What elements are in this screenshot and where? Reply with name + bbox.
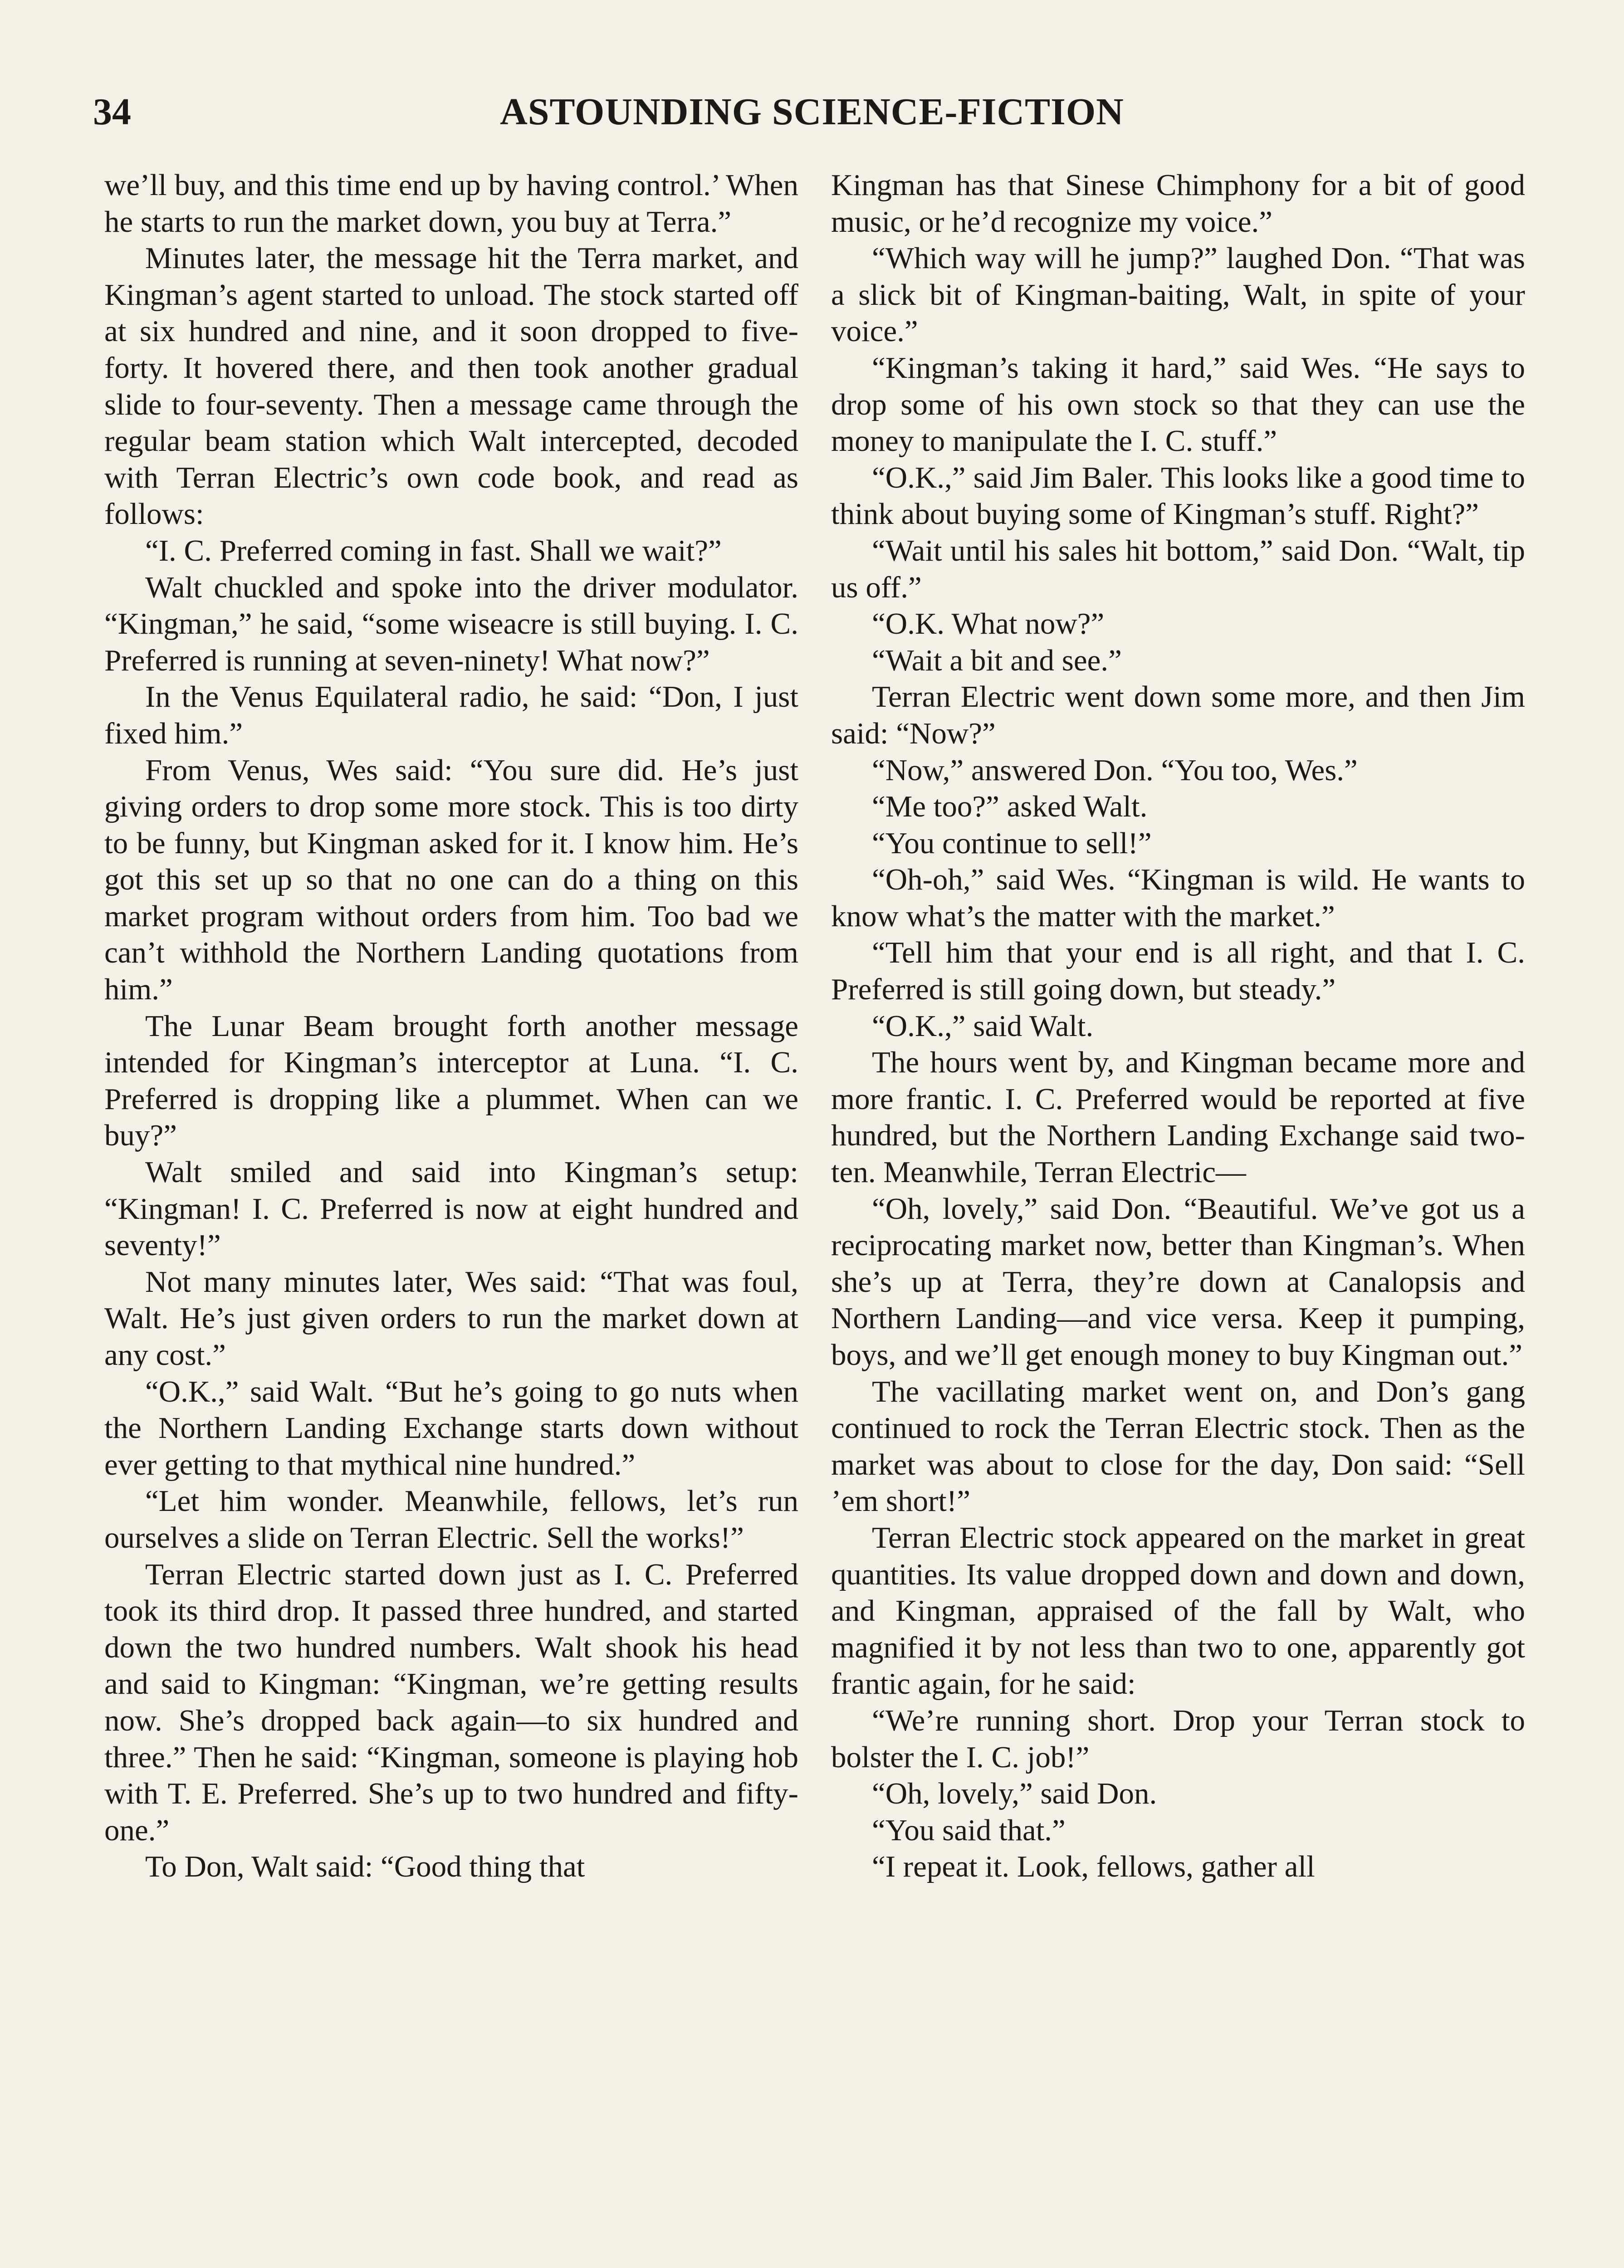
paragraph: “Oh, lovely,” said Don.: [872, 1777, 1157, 1811]
paragraph: Not many minutes later, Wes said: “That was foul, Walt. He’s just given orders to run the market down at any cost.”: [104, 1265, 798, 1372]
paragraph: “Tell him that your end is all right, and that I. C. Preferred is still going down, but steady.”: [831, 936, 1525, 1007]
paragraph: “Now,” answered Don. “You too, Wes.”: [872, 753, 1358, 787]
paragraph: “O.K. What now?”: [872, 607, 1105, 641]
paragraph: “Oh-oh,” said Wes. “Kingman is wild. He wants to know what’s the matter with the market.”: [831, 863, 1525, 933]
paragraph: “We’re running short. Drop your Terran stock to bolster the I. C. job!”: [831, 1703, 1525, 1774]
paragraph: The Lunar Beam brought forth another message intended for Kingman’s interceptor at Luna. “I. C. Preferred is dropping like a plummet. When can we buy?”: [104, 1009, 798, 1153]
paragraph: In the Venus Equilateral radio, he said: “Don, I just fixed him.”: [104, 680, 798, 750]
paragraph: “You said that.”: [872, 1813, 1066, 1847]
paragraph: “Let him wonder. Meanwhile, fellows, let’s run ourselves a slide on Terran Electric. Sell the works!”: [104, 1484, 798, 1554]
paragraph: “Oh, lovely,” said Don. “Beautiful. We’ve got us a reciprocating market now, better than Kingman’s. When she’s up at Terra, they’re down at Canalopsis and Northern Landing—and vice versa. Keep it pumping, boys, and we’ll get enough money to buy Kingman out.”: [831, 1192, 1525, 1372]
paragraph: “Which way will he jump?” laughed Don. “That was a slick bit of Kingman-baiting, Walt, in spite of your voice.”: [831, 241, 1525, 348]
left-column: [104, 167, 798, 1885]
paragraph: Walt smiled and said into Kingman’s setup: “Kingman! I. C. Preferred is now at eight hundred and seventy!”: [104, 1155, 798, 1262]
paragraph: “Kingman’s taking it hard,” said Wes. “He says to drop some of his own stock so that they can use the money to manipulate the I. C. stuff.”: [831, 351, 1525, 458]
paragraph: “O.K.,” said Walt.: [872, 1009, 1094, 1043]
paragraph: Terran Electric started down just as I. C. Preferred took its third drop. It passed three hundred, and started down the two hundred numbers. Walt shook his head and said to Kingman: “Kingman, we’re getting results now. She’s dropped back again—to six hundred and three.” Then he said: “Kingman, someone is playing hob with T. E. Preferred. She’s up to two hundred and fifty-one.”: [104, 1557, 798, 1847]
paragraph: “Me too?” asked Walt.: [872, 790, 1148, 824]
paragraph: From Venus, Wes said: “You sure did. He’s just giving orders to drop some more stock. This is too dirty to be funny, but Kingman asked for it. I know him. He’s got this set up so that no one can do a thing on this market program without orders from him. Too bad we can’t withhold the Northern Landing quotations from him.”: [104, 753, 798, 1007]
paragraph: Terran Electric stock appeared on the market in great quantities. Its value dropped down and down and down, and Kingman, appraised of the fall by Walt, who magnified it by not less than two to one, apparently got frantic again, for he said:: [831, 1520, 1525, 1701]
right-column: [831, 167, 1525, 1885]
paragraph: we’ll buy, and this time end up by having control.’ When he starts to run the market down, you buy at Terra.”: [104, 168, 798, 239]
paragraph: “O.K.,” said Walt. “But he’s going to go nuts when the Northern Landing Exchange starts down without ever getting to that mythical nine hundred.”: [104, 1374, 798, 1481]
paragraph: Terran Electric went down some more, and then Jim said: “Now?”: [831, 680, 1525, 750]
paragraph: “I. C. Preferred coming in fast. Shall we wait?”: [145, 533, 722, 567]
paragraph: Kingman has that Sinese Chimphony for a bit of good music, or he’d recognize my voice.”: [831, 168, 1525, 239]
page-number: 34: [93, 91, 131, 133]
paragraph: “O.K.,” said Jim Baler. This looks like a good time to think about buying some of Kingman’s stuff. Right?”: [831, 460, 1525, 531]
paragraph: The vacillating market went on, and Don’s gang continued to rock the Terran Electric stock. Then as the market was about to close for the day, Don said: “Sell ’em short!”: [831, 1374, 1525, 1518]
paragraph: Minutes later, the message hit the Terra market, and Kingman’s agent started to unload. The stock started off at six hundred and nine, and it soon dropped to five-forty. It hovered there, and then took another gradual slide to four-seventy. Then a message came through the regular beam station which Walt intercepted, decoded with Terran Electric’s own code book, and read as follows:: [104, 241, 798, 531]
paragraph: “You continue to sell!”: [872, 826, 1152, 860]
paragraph: “Wait a bit and see.”: [872, 643, 1122, 677]
paragraph: To Don, Walt said: “Good thing that: [145, 1850, 585, 1884]
paragraph: The hours went by, and Kingman became more and more frantic. I. C. Preferred would be reported at five hundred, but the Northern Landing Exchange said two-ten. Meanwhile, Terran Electric—: [831, 1046, 1525, 1189]
paragraph: “Wait until his sales hit bottom,” said Don. “Walt, tip us off.”: [831, 533, 1525, 604]
paragraph: Walt chuckled and spoke into the driver modulator. “Kingman,” he said, “some wiseacre is still buying. I. C. Preferred is running at seven-ninety! What now?”: [104, 570, 798, 677]
running-title: ASTOUNDING SCIENCE-FICTION: [500, 91, 1124, 133]
paragraph: “I repeat it. Look, fellows, gather all: [872, 1850, 1315, 1884]
